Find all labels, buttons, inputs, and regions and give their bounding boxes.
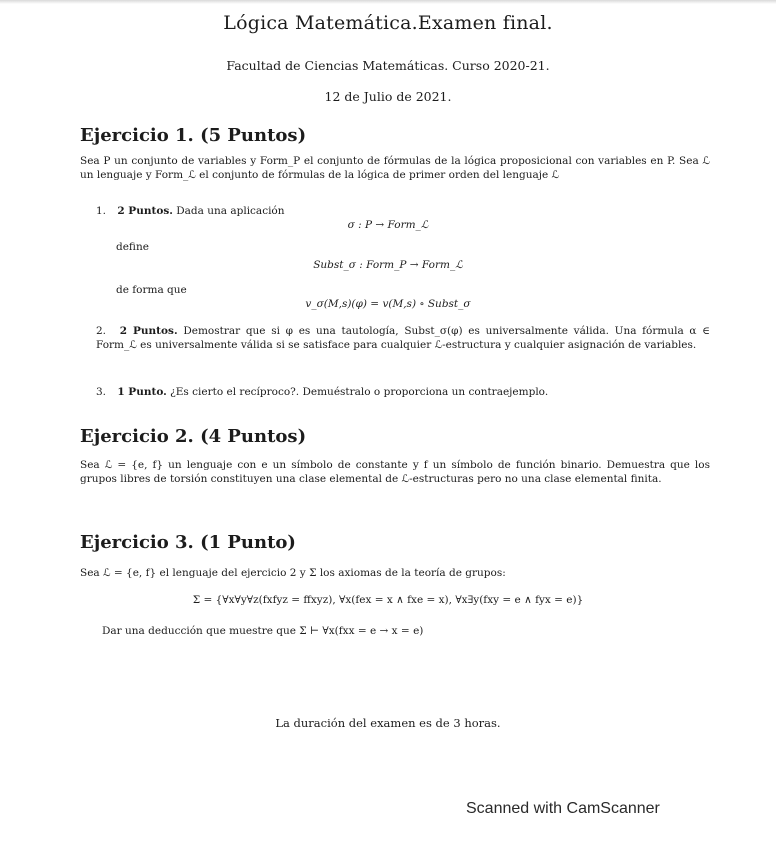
exam-title: Lógica Matemática.Examen final. <box>223 12 553 34</box>
item3-points: 1 Punto. <box>117 386 167 398</box>
scan-edge <box>0 0 776 4</box>
exam-duration: La duración del examen es de 3 horas. <box>275 716 501 730</box>
item3-number: 3. <box>96 386 107 398</box>
item1-number: 1. <box>96 205 107 217</box>
exercise1-heading: Ejercicio 1. (5 Puntos) <box>80 125 307 146</box>
formula-sigma: σ : P → Form_ℒ <box>347 219 429 231</box>
formula-group-axioms: Σ = {∀x∀y∀z(fxfyz = ffxyz), ∀x(fex = x ∧ fxe = x), ∀x∃y(fxy = e ∧ fyx = e)} <box>192 594 584 606</box>
item1-points: 2 Puntos. <box>117 205 173 217</box>
exercise3-heading: Ejercicio 3. (1 Punto) <box>80 532 296 553</box>
exercise1-item1 <box>96 204 710 218</box>
exercise3-text: Sea ℒ = {e, f} el lenguaje del ejercicio 2 y Σ los axiomas de la teoría de grupos: <box>80 567 506 579</box>
item1-text: Dada una aplicación <box>176 205 285 217</box>
item3-text: ¿Es cierto el recíproco?. Demuéstralo o proporciona un contraejemplo. <box>170 386 549 398</box>
item2-text: Demostrar que si φ es una tautología, Subst_σ(φ) es universalmente válida. Una fórmula α ∈ Form_ℒ es universalmente válida si se satisface para cualquier ℒ-estructura y cualquier asignación de variables. <box>96 325 710 351</box>
formula-valuation: v_σ(M,s)(φ) = v(M,s) ∘ Subst_σ <box>305 298 471 310</box>
exam-subtitle: Facultad de Ciencias Matemáticas. Curso 2020-21. <box>226 58 550 73</box>
formula-subst: Subst_σ : Form_P → Form_ℒ <box>313 259 463 271</box>
exam-date: 12 de Julio de 2021. <box>324 89 452 104</box>
define-label: define <box>116 241 149 253</box>
scanner-watermark: Scanned with CamScanner <box>466 800 660 817</box>
exercise2-text: Sea ℒ = {e, f} un lenguaje con e un símbolo de constante y f un símbolo de función binario. Demuestra que los grupos libres de torsión constituyen una clase elemental de ℒ-estructuras pero no una clase elemental finita. <box>80 459 710 485</box>
item2-number: 2. <box>96 325 107 337</box>
exercise1-item3 <box>96 385 710 399</box>
exercise2-heading: Ejercicio 2. (4 Puntos) <box>80 426 307 447</box>
exercise1-item2 <box>96 324 710 352</box>
exercise3-conclusion: Dar una deducción que muestre que Σ ⊢ ∀x(fxx = e → x = e) <box>102 625 424 637</box>
exercise1-intro: Sea P un conjunto de variables y Form_P el conjunto de fórmulas de la lógica proposicional con variables en P. Sea ℒ un lenguaje y Form_ℒ el conjunto de fórmulas de la lógica de primer orden del lenguaje ℒ <box>80 155 710 181</box>
item2-points: 2 Puntos. <box>119 325 178 337</box>
deform-label: de forma que <box>116 284 187 296</box>
